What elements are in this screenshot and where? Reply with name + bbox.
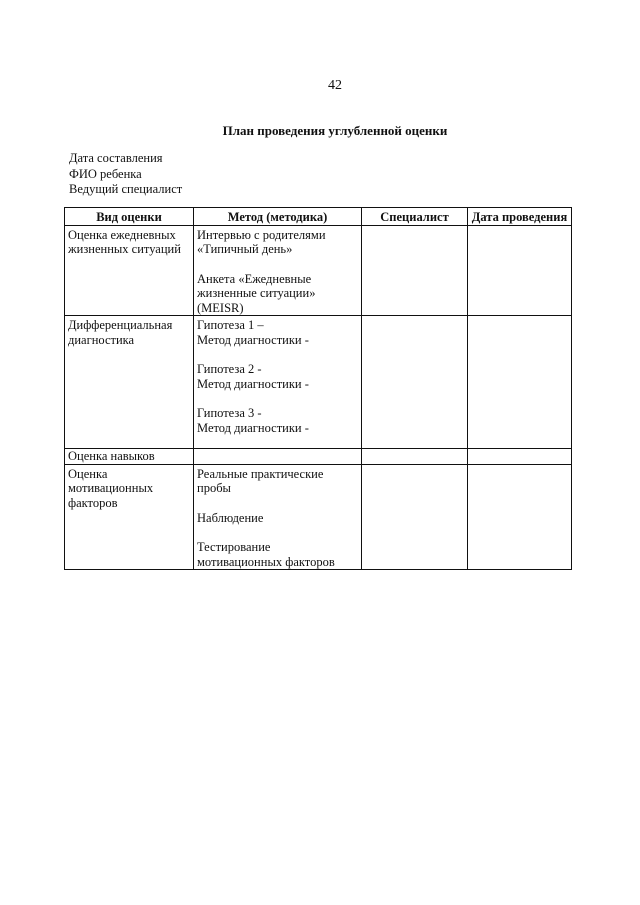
page-number: 42 xyxy=(328,78,342,93)
header-specialist: Специалист xyxy=(362,208,468,226)
cell-specialist xyxy=(362,464,468,570)
method-line: (MEISR) xyxy=(197,300,244,315)
field-lead-specialist: Ведущий специалист xyxy=(69,182,183,196)
method-line: Наблюдение xyxy=(197,510,264,525)
document-title: План проведения углубленной оценки xyxy=(222,123,448,138)
cell-date xyxy=(468,316,572,449)
method-line: жизненные ситуации» xyxy=(197,286,316,300)
method-line: Гипотеза 2 - xyxy=(197,362,262,376)
method-line: Метод диагностики - xyxy=(197,420,309,435)
header-assessment-type: Вид оценки xyxy=(65,208,194,226)
table-row xyxy=(65,316,572,449)
field-date-compiled: Дата составления xyxy=(69,151,163,165)
table-row xyxy=(65,225,572,316)
type-line: Оценка навыков xyxy=(68,449,155,463)
cell-method xyxy=(194,464,362,570)
cell-specialist xyxy=(362,449,468,465)
cell-assessment-type xyxy=(65,225,194,316)
method-line: «Типичный день» xyxy=(197,242,293,256)
cell-date xyxy=(468,464,572,570)
header-fields xyxy=(69,151,182,198)
type-line: диагностика xyxy=(68,332,135,347)
cell-assessment-type xyxy=(65,464,194,570)
cell-date xyxy=(468,449,572,465)
type-line: мотивационных xyxy=(68,481,154,495)
table-header-row xyxy=(65,208,572,226)
method-line: Тестирование xyxy=(197,540,271,554)
method-line: пробы xyxy=(197,481,231,495)
cell-method xyxy=(194,225,362,316)
method-line: Анкета «Ежедневные xyxy=(197,271,312,286)
type-line: Оценка xyxy=(68,466,108,481)
cell-specialist xyxy=(362,316,468,449)
method-line: мотивационных факторов xyxy=(197,554,335,569)
cell-method xyxy=(194,316,362,449)
cell-date xyxy=(468,225,572,316)
cell-method xyxy=(194,449,362,465)
method-line: Метод диагностики - xyxy=(197,332,309,347)
cell-assessment-type xyxy=(65,449,194,465)
type-line: факторов xyxy=(68,495,118,510)
method-line: Гипотеза 3 - xyxy=(197,406,262,420)
header-method: Метод (методика) xyxy=(194,208,362,226)
cell-specialist xyxy=(362,225,468,316)
type-line: Дифференциальная xyxy=(68,318,173,332)
assessment-plan-table xyxy=(64,207,572,570)
method-line: Гипотеза 1 – xyxy=(197,318,264,332)
cell-assessment-type xyxy=(65,316,194,449)
type-line: жизненных ситуаций xyxy=(68,242,181,256)
method-line: Интервью с родителями xyxy=(197,227,326,242)
method-line: Реальные практические xyxy=(197,466,324,481)
table-row xyxy=(65,464,572,570)
field-child-name: ФИО ребенка xyxy=(69,166,142,181)
method-line: Метод диагностики - xyxy=(197,376,309,391)
table-row xyxy=(65,449,572,465)
type-line: Оценка ежедневных xyxy=(68,227,176,242)
header-date: Дата проведения xyxy=(468,208,572,226)
